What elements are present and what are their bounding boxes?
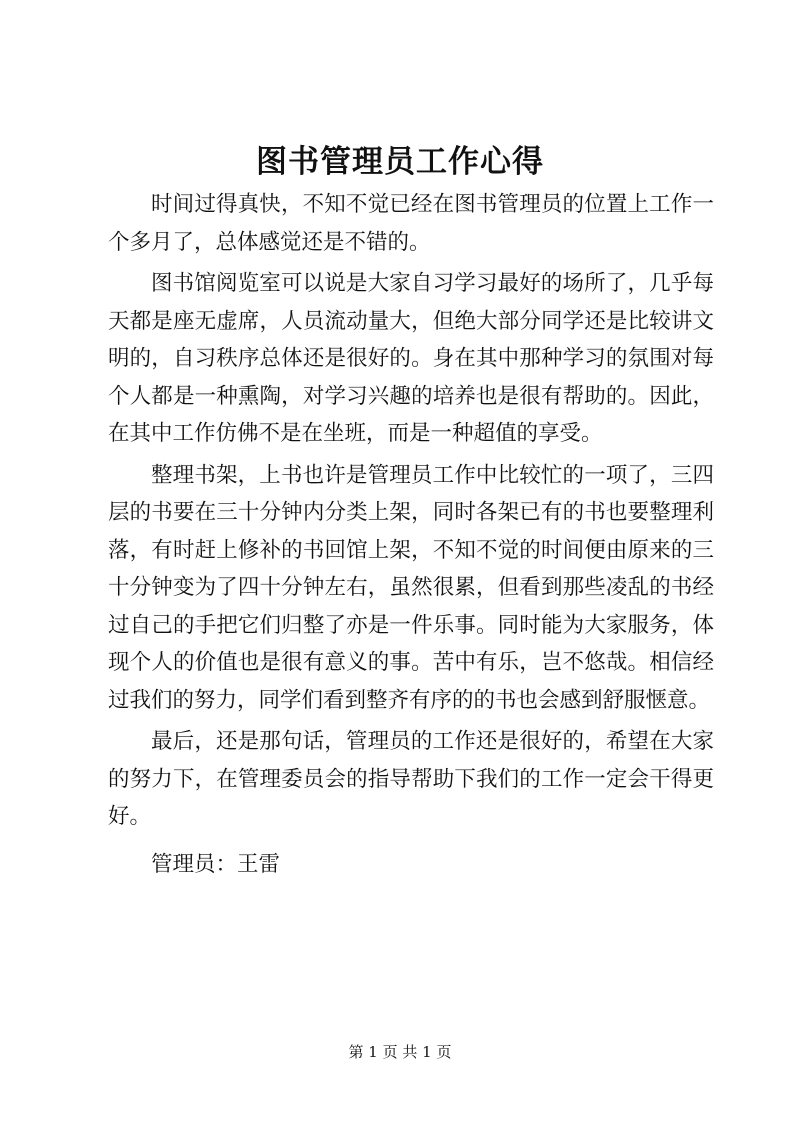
paragraph-3: 整理书架，上书也许是管理员工作中比较忙的一项了，三四层的书要在三十分钟内分类上架，同时各架已有的书也要整理利落，有时赶上修补的书回馆上架，不知不觉的时间便由原来的三十分钟变为了四十分钟左右，虽然很累，但看到那些凌乱的书经过自己的手把它们归整了亦是一件乐事。同时能为大家服务，体现个人的价值也是很有意义的事。苦中有乐，岂不悠哉。相信经过我们的努力，同学们看到整齐有序的的书也会感到舒服惬意。 bbox=[108, 462, 714, 713]
document-title: 图书管理员工作心得 bbox=[256, 144, 544, 180]
signature-line: 管理员：王雷 bbox=[151, 851, 281, 877]
document-body bbox=[108, 186, 714, 883]
paragraph-2: 图书馆阅览室可以说是大家自习学习最好的场所了，几乎每天都是座无虚席，人员流动量大，但绝大部分同学还是比较讲文明的，自习秩序总体还是很好的。身在其中那种学习的氛围对每个人都是一种熏陶，对学习兴趣的培养也是很有帮助的。因此，在其中工作仿佛不是在坐班，而是一种超值的享受。 bbox=[108, 271, 714, 446]
paragraph-4: 最后，还是那句话，管理员的工作还是很好的，希望在大家的努力下，在管理委员会的指导帮助下我们的工作一定会干得更好。 bbox=[108, 729, 714, 829]
page-footer: 第 1 页 共 1 页 bbox=[348, 1043, 452, 1061]
paragraph-1: 时间过得真快，不知不觉已经在图书管理员的位置上工作一个多月了，总体感觉还是不错的。 bbox=[108, 192, 714, 255]
